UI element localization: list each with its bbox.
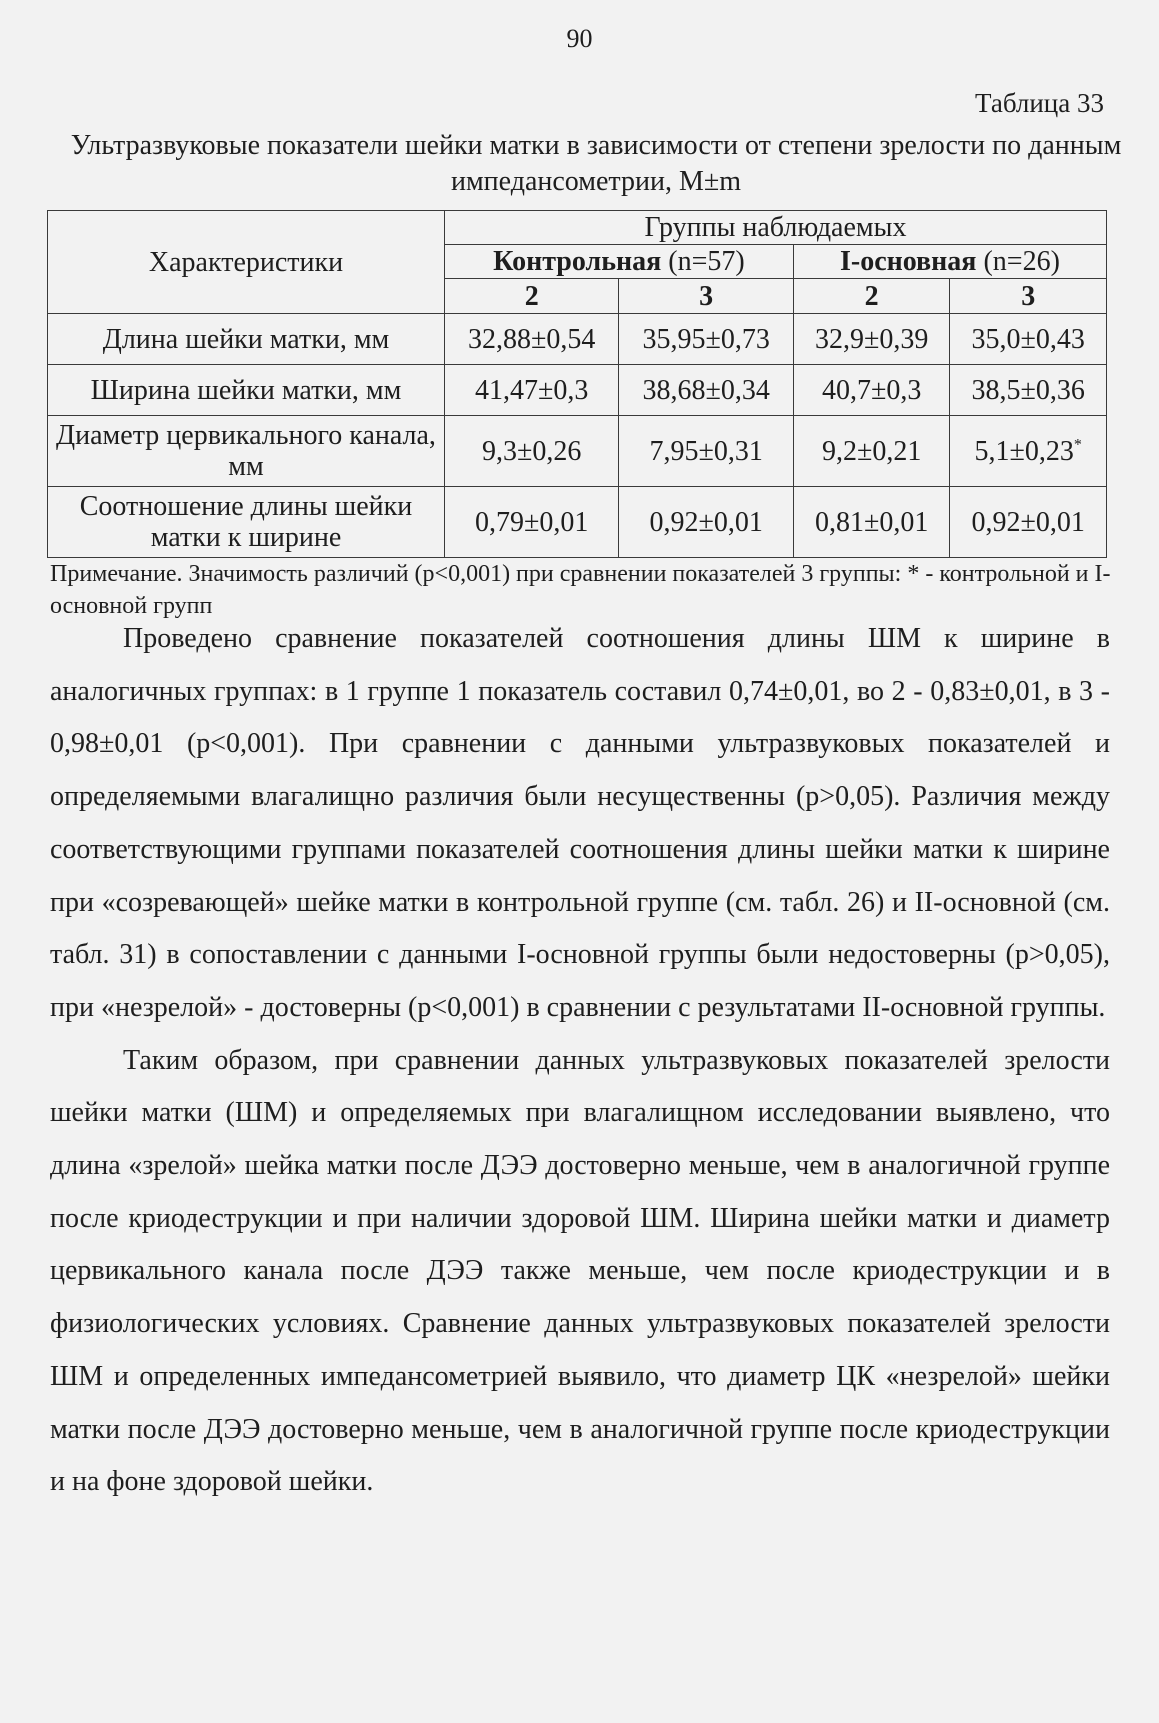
- table-cell: 32,88±0,54: [445, 314, 619, 365]
- characteristic-header: Характеристики: [48, 211, 445, 314]
- group-main-n: (n=26): [983, 246, 1060, 277]
- table-cell: 0,81±0,01: [793, 487, 950, 558]
- table-cell: 41,47±0,3: [445, 365, 619, 416]
- subcolumn-header: 3: [619, 279, 793, 314]
- table-cell: 0,92±0,01: [619, 487, 793, 558]
- table-cell: 0,92±0,01: [950, 487, 1107, 558]
- row-label: Соотношение длины шейки матки к ширине: [48, 487, 445, 558]
- table-cell: 7,95±0,31: [619, 416, 793, 487]
- group-main-name: I-основная: [839, 246, 977, 277]
- table-cell: 35,95±0,73: [619, 314, 793, 365]
- row-label: Длина шейки матки, мм: [48, 314, 445, 365]
- page-number: 90: [566, 24, 593, 53]
- table-row: [48, 314, 1107, 365]
- groups-header: Группы наблюдаемых: [445, 211, 1107, 245]
- group-control-header: [445, 245, 794, 279]
- table-cell: 38,5±0,36: [950, 365, 1107, 416]
- table-cell: 35,0±0,43: [950, 314, 1107, 365]
- table-caption: Ультразвуковые показатели шейки матки в зависимости от степени зрелости по данным импедансометрии, M±m: [70, 130, 1122, 197]
- subcolumn-header: 3: [950, 279, 1107, 314]
- table-cell: 9,2±0,21: [793, 416, 950, 487]
- table-cell: 0,79±0,01: [445, 487, 619, 558]
- row-label: Диаметр цервикального канала, мм: [48, 416, 445, 487]
- paragraph: Таким образом, при сравнении данных ультразвуковых показателей зрелости шейки матки (ШМ) и определяемых при влагалищном исследовании выявлено, что длина «зрелой» шейка матки после ДЭЭ достоверно меньше, чем в аналогичной группе после криодеструкции и при наличии здоровой ШМ. Ширина шейки матки и диаметр цервикального канала после ДЭЭ также меньше, чем после криодеструкции и в физиологических условиях. Сравнение данных ультразвуковых показателей зрелости ШМ и определенных импедансометрией выявило, что диаметр ЦК «незрелой» шейки матки после ДЭЭ достоверно меньше, чем в аналогичной группе после криодеструкции и на фоне здоровой шейки.: [50, 1044, 1110, 1498]
- group-control-n: (n=57): [668, 246, 745, 277]
- table-note: Примечание. Значимость различий (p<0,001) при сравнении показателей 3 группы: * - контрольной и I-основной групп: [50, 561, 1111, 619]
- body-text: [50, 613, 1110, 1509]
- cell-value: 5,1±0,23: [974, 435, 1074, 467]
- table-label: Таблица 33: [975, 88, 1104, 118]
- table-cell: [950, 416, 1107, 487]
- paragraph: Проведено сравнение показателей соотношения длины ШМ к ширине в аналогичных группах: в 1 группе 1 показатель составил 0,74±0,01, во 2 - 0,83±0,01, в 3 - 0,98±0,01 (p<0,001). При сравнении с данными ультразвуковых показателей и определяемыми влагалищно различия были несущественны (p>0,05). Различия между соответствующими группами показателей соотношения длины шейки матки к ширине при «созревающей» шейке матки в контрольной группе (см. табл. 26) и II-основной (см. табл. 31) в сопоставлении с данными I-основной группы были недостоверны (p>0,05), при «незрелой» - достоверны (p<0,001) в сравнении с результатами II-основной группы.: [50, 623, 1110, 1023]
- row-label: Ширина шейки матки, мм: [48, 365, 445, 416]
- table-cell: 9,3±0,26: [445, 416, 619, 487]
- table-cell: 32,9±0,39: [793, 314, 950, 365]
- data-table: [47, 210, 1107, 558]
- table-header-row: [48, 211, 1107, 245]
- table-row: [48, 365, 1107, 416]
- table-cell: 40,7±0,3: [793, 365, 950, 416]
- significance-mark: *: [1073, 436, 1082, 454]
- table-row: [48, 487, 1107, 558]
- table-cell: 38,68±0,34: [619, 365, 793, 416]
- group-main-header: [793, 245, 1106, 279]
- table-row: [48, 416, 1107, 487]
- subcolumn-header: 2: [445, 279, 619, 314]
- subcolumn-header: 2: [793, 279, 950, 314]
- group-control-name: Контрольная: [493, 246, 662, 277]
